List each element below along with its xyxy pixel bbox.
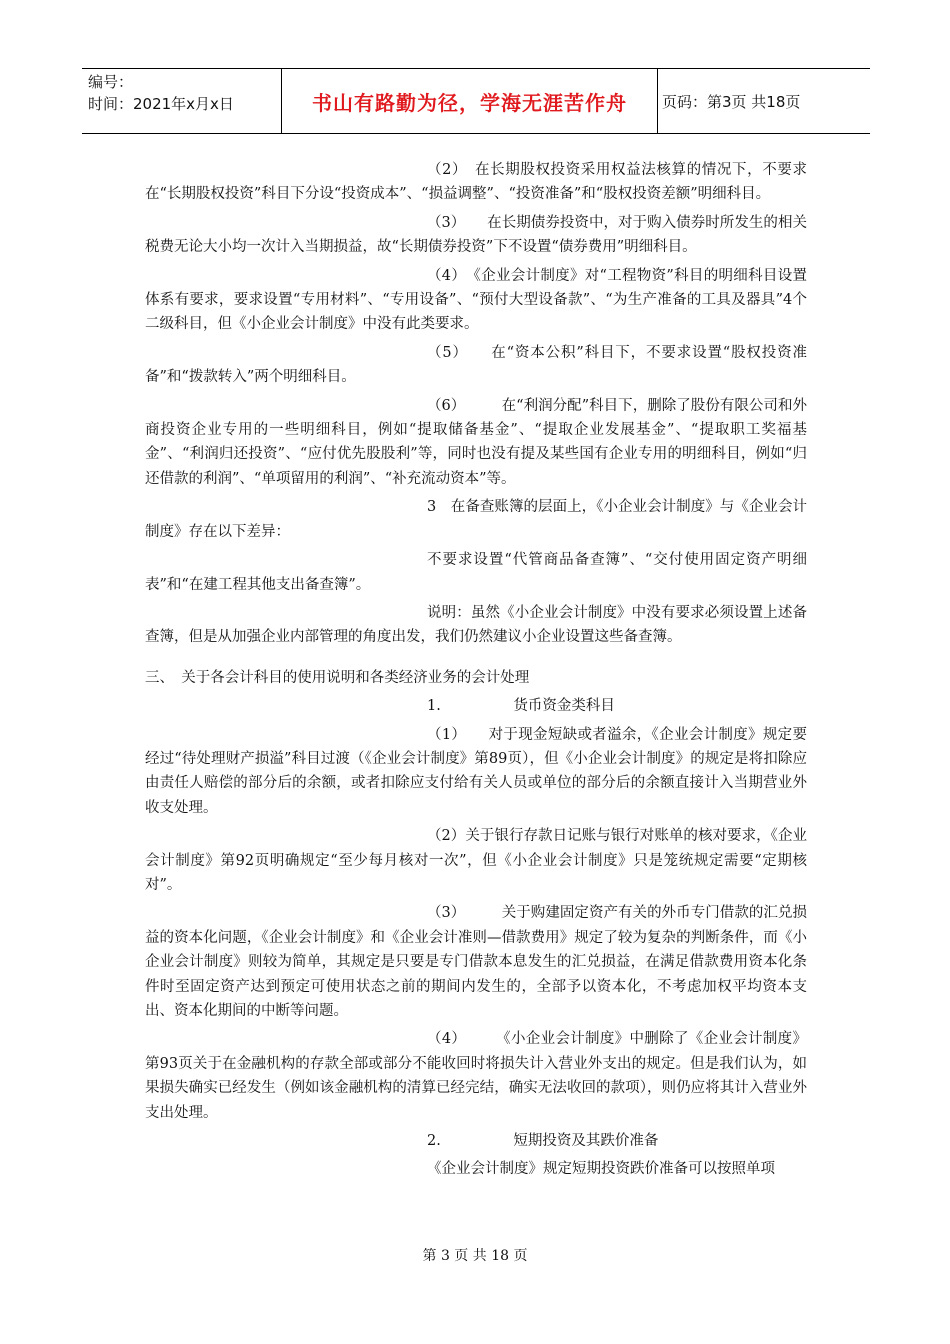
header-meta (82, 69, 282, 133)
paragraph: （3） 在长期债券投资中，对于购入债券时所发生的相关税费无论大小均一次计入当期损益，故“长期债券投资”下不设置“债券费用”明细科目。 (145, 214, 807, 256)
paragraph: （6） 在“利润分配”科目下，删除了股份有限公司和外商投资企业专用的一些明细科目，例如“提取储备基金”、“提取企业发展基金”、“提取职工奖福基金”、“利润归还投资”、“应付优先股股利”等，同时也没有提及某些国有企业专用的明细科目，例如“归还借款的利润”、“单项留用的利润”、“补充流动资本”等。 (145, 397, 807, 487)
document-body (145, 158, 807, 1186)
paragraph: （1） 对于现金短缺或者溢余，《企业会计制度》规定要经过“待处理财产损溢”科目过渡（《企业会计制度》第89页），但《小企业会计制度》的规定是将扣除应由责任人赔偿的部分后的余额，或者扣除应支付给有关人员或单位的部分后的余额直接计入当期营业外收支处理。 (145, 726, 807, 816)
paragraph: 《企业会计制度》规定短期投资跌价准备可以按照单项 (427, 1161, 775, 1178)
section-heading: 三、 关于各会计科目的使用说明和各类经济业务的会计处理 (145, 669, 530, 686)
subsection-heading: 2. 短期投资及其跌价准备 (427, 1133, 659, 1150)
paragraph: 3 在备查账簿的层面上，《小企业会计制度》与《企业会计制度》存在以下差异： (145, 499, 807, 540)
paragraph: 不要求设置“代管商品备查簿”、“交付使用固定资产明细表”和“在建工程其他支出备查簿”。 (145, 552, 807, 593)
paragraph: 说明：虽然《小企业会计制度》中没有要求必须设置上述备查簿，但是从加强企业内部管理的角度出发，我们仍然建议小企业设置这些备查簿。 (145, 604, 807, 646)
paragraph: （4） 《企业会计制度》对“工程物资”科目的明细科目设置体系有要求，要求设置“专用材料”、“专用设备”、“预付大型设备款”、“为生产准备的工具及器具”4个二级科目，但《小企业会计制度》中没有此类要求。 (145, 267, 807, 333)
time-label: 时间：2021年x月x日 (88, 95, 234, 113)
page-header (82, 68, 870, 134)
number-label: 编号： (88, 73, 134, 91)
paragraph: （4） 《小企业会计制度》中删除了《企业会计制度》第93页关于在金融机构的存款全部或部分不能收回时将损失计入营业外支出的规定。但是我们认为，如果损失确实已经发生（例如该金融机构的清算已经完结，确实无法收回的款项），则仍应将其计入营业外支出处理。 (145, 1031, 807, 1121)
motto-text: 书山有路勤为径，学海无涯苦作舟 (312, 90, 627, 115)
page-footer: 第 3 页 共 18 页 (422, 1248, 528, 1264)
page-label: 页码：第3页 共18页 (662, 92, 801, 111)
header-page (658, 69, 870, 133)
subsection-heading: 1. 货币资金类科目 (427, 698, 615, 715)
header-motto (282, 69, 658, 133)
paragraph: （3） 关于购建固定资产有关的外币专门借款的汇兑损益的资本化问题，《企业会计制度》和《企业会计准则—借款费用》规定了较为复杂的判断条件，而《小企业会计制度》则较为简单，其规定是只要是专门借款本息发生的汇兑损益，在满足借款费用资本化条件时至固定资产达到预定可使用状态之前的期间内发生的，全部予以资本化，不考虑加权平均资本支出、资本化期间的中断等问题。 (145, 905, 807, 1019)
paragraph: （2）关于银行存款日记账与银行对账单的核对要求，《企业会计制度》第92页明确规定“至少每月核对一次”，但《小企业会计制度》只是笼统规定需要“定期核对”。 (145, 828, 807, 893)
paragraph: （2） 在长期股权投资采用权益法核算的情况下，不要求在“长期股权投资”科目下分设“投资成本”、“损益调整”、“投资准备”和“股权投资差额”明细科目。 (145, 162, 807, 203)
paragraph: （5） 在“资本公积”科目下，不要求设置“股权投资准备”和“拨款转入”两个明细科目。 (145, 344, 807, 386)
